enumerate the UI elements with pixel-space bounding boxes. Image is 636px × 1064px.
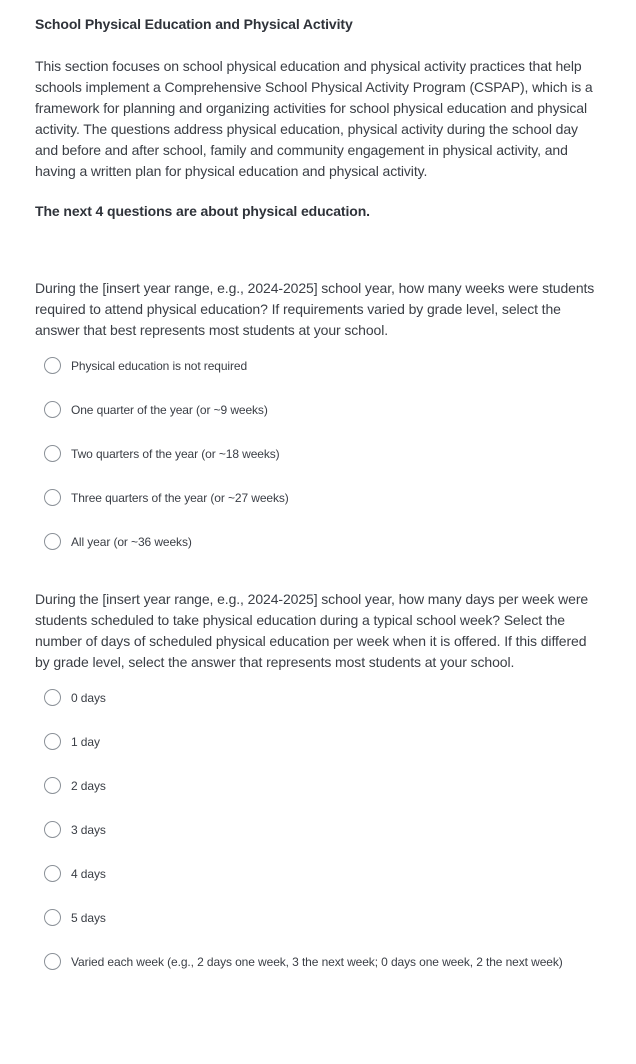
- radio-option-label[interactable]: 0 days: [71, 691, 106, 705]
- radio-button-icon[interactable]: [44, 445, 61, 462]
- options-list: [35, 356, 601, 551]
- radio-option-label[interactable]: 2 days: [71, 779, 106, 793]
- radio-option-pe-not-required[interactable]: [44, 356, 601, 375]
- radio-option-all-year[interactable]: [44, 532, 601, 551]
- radio-option-label[interactable]: Two quarters of the year (or ~18 weeks): [71, 447, 280, 461]
- radio-option-2-days[interactable]: [44, 776, 601, 795]
- radio-option-label[interactable]: 1 day: [71, 735, 100, 749]
- radio-option-label[interactable]: 3 days: [71, 823, 106, 837]
- radio-button-icon[interactable]: [44, 357, 61, 374]
- radio-option-label[interactable]: 5 days: [71, 911, 106, 925]
- radio-option-label[interactable]: One quarter of the year (or ~9 weeks): [71, 403, 268, 417]
- radio-option-4-days[interactable]: [44, 864, 601, 883]
- radio-option-0-days[interactable]: [44, 688, 601, 707]
- radio-button-icon[interactable]: [44, 401, 61, 418]
- section-subheading: The next 4 questions are about physical education.: [35, 203, 370, 219]
- radio-button-icon[interactable]: [44, 821, 61, 838]
- radio-option-label[interactable]: 4 days: [71, 867, 106, 881]
- radio-button-icon[interactable]: [44, 689, 61, 706]
- radio-option-one-quarter[interactable]: [44, 400, 601, 419]
- question-days-per-week: [35, 589, 601, 971]
- radio-option-label[interactable]: Varied each week (e.g., 2 days one week, 3 the next week; 0 days one week, 2 the next week): [71, 955, 563, 969]
- radio-button-icon[interactable]: [44, 533, 61, 550]
- radio-button-icon[interactable]: [44, 489, 61, 506]
- question-weeks-required: [35, 278, 601, 551]
- radio-option-3-days[interactable]: [44, 820, 601, 839]
- radio-option-varied-each-week[interactable]: [44, 952, 601, 971]
- radio-option-1-day[interactable]: [44, 732, 601, 751]
- section-intro-text: This section focuses on school physical education and physical activity practices that help schools implement a Comprehensive School Physical Activity Program (CSPAP), which is a framework for planning and organizing activities for school physical education and physical activity. The questions address physical education, physical activity during the school day and before and after school, family and community engagement in physical activity, and having a written plan for physical education and physical activity.: [35, 58, 593, 179]
- radio-button-icon[interactable]: [44, 733, 61, 750]
- options-list: [35, 688, 601, 971]
- radio-button-icon[interactable]: [44, 865, 61, 882]
- radio-option-5-days[interactable]: [44, 908, 601, 927]
- question-text: During the [insert year range, e.g., 2024-2025] school year, how many days per week were students scheduled to take physical education during a typical school week? Select the number of days of scheduled physical education per week when it is offered. If this differed by grade level, select the answer that represents most students at your school.: [35, 591, 589, 670]
- radio-button-icon[interactable]: [44, 909, 61, 926]
- radio-button-icon[interactable]: [44, 777, 61, 794]
- radio-option-label[interactable]: All year (or ~36 weeks): [71, 535, 192, 549]
- radio-button-icon[interactable]: [44, 953, 61, 970]
- radio-option-label[interactable]: Three quarters of the year (or ~27 weeks): [71, 491, 289, 505]
- section-title: School Physical Education and Physical Activity: [35, 16, 353, 32]
- radio-option-label[interactable]: Physical education is not required: [71, 359, 248, 373]
- radio-option-three-quarters[interactable]: [44, 488, 601, 507]
- question-text: During the [insert year range, e.g., 2024-2025] school year, how many weeks were students required to attend physical education? If requirements varied by grade level, select the answer that best represents most students at your school.: [35, 280, 595, 338]
- radio-option-two-quarters[interactable]: [44, 444, 601, 463]
